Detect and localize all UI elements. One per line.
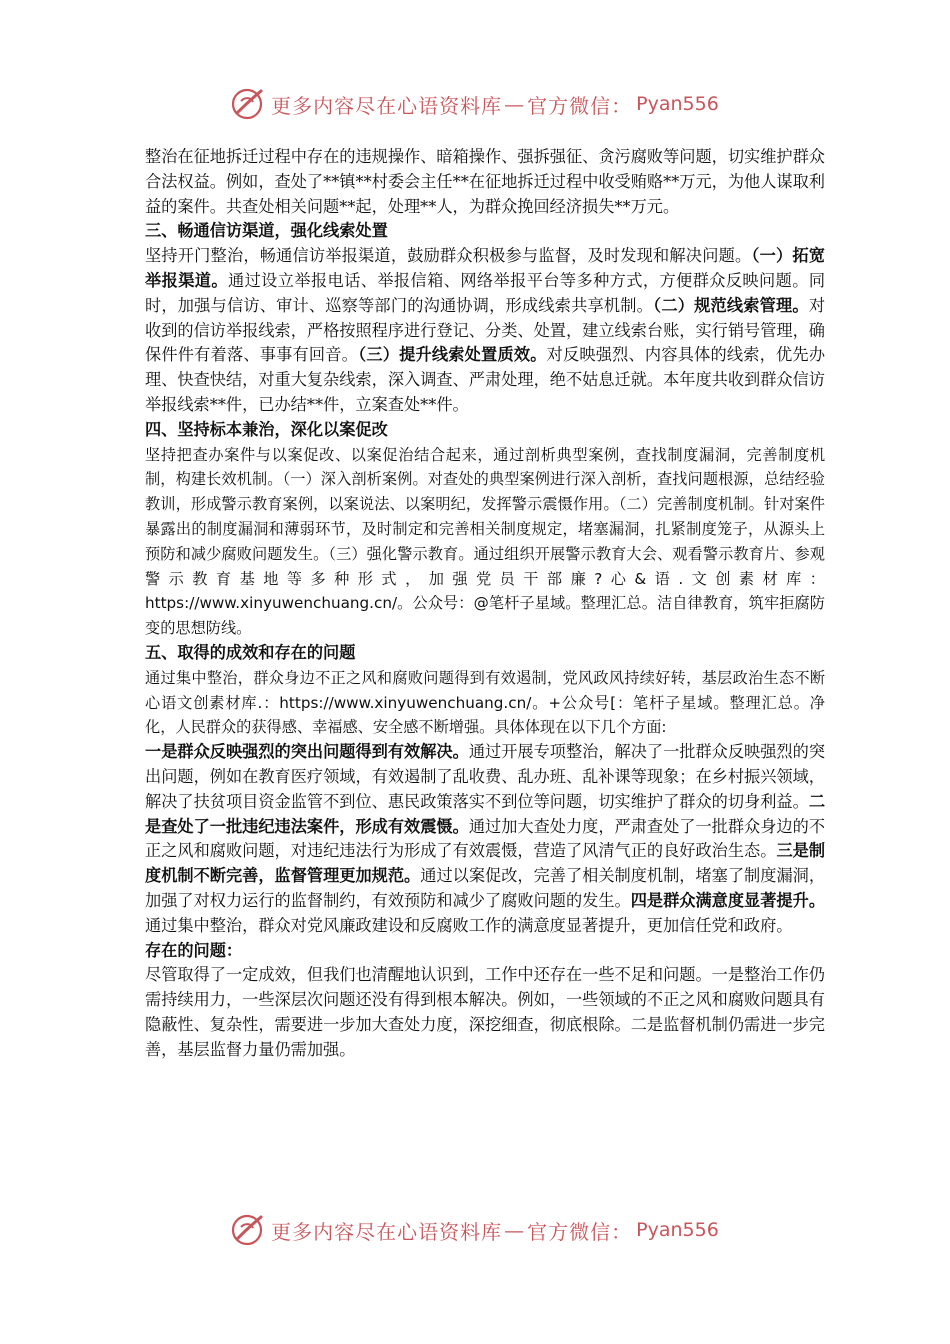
bold-subheading: （二）规范线索管理。 <box>653 295 809 315</box>
banner-text: 更多内容尽在心语资料库 <box>271 1219 503 1244</box>
header-watermark-banner <box>0 86 950 122</box>
bold-subheading: 三是制度机制不断完善，监督管理更加规范。 <box>145 841 826 886</box>
bold-subheading: 一是群众反映强烈的突出问题得到有效解决。 <box>145 742 469 762</box>
banner-label: 官方微信： <box>527 1219 633 1244</box>
paragraph-petition-channels <box>145 244 825 418</box>
paragraph-demolition-cases: 整治在征地拆迁过程中存在的违规操作、暗箱操作、强拆强征、贪污腐败等问题，切实维护群众合法权益。例如，查处了**镇**村委会主任**在征地拆迁过程中收受贿赂**万元，为他人谋取利益的案件。共查处相关问题**起，处理**人，为群众挽回经济损失**万元。 <box>145 147 825 216</box>
paragraph-existing-problems: 尽管取得了一定成效，但我们也清醒地认识到，工作中还存在一些不足和问题。一是整治工作仍需持续用力，一些深层次问题还没有得到根本解决。例如，一些领域的不正之风和腐败问题具有隐蔽性、复杂性，需要进一步加大查处力度，深挖细查，彻底根除。二是监督机制仍需进一步完善，基层监督力量仍需加强。 <box>145 965 825 1059</box>
heading-section-4: 四、坚持标本兼治，深化以案促改 <box>145 419 388 439</box>
text-run: 通过加大查处力度，严肃查处了一批群众身边的不正之风和腐败问题，对违纪违法行为形成了有效震慑，营造了风清气正的良好政治生态。 <box>145 816 826 861</box>
brush-logo-icon <box>231 87 265 121</box>
banner-separator: — <box>504 1218 526 1242</box>
banner-label: 官方微信： <box>527 93 633 118</box>
document-body <box>145 145 825 1062</box>
banner-wechat-id: Pyan556 <box>636 1219 719 1241</box>
banner-wechat-id: Pyan556 <box>636 93 719 115</box>
text-run: 通过设立举报电话、举报信箱、网络举报平台等多种方式，方便群众反映问题。同时，加强与信访、审计、巡察等部门的沟通协调，形成线索共享机制。 <box>145 270 826 315</box>
footer-watermark-banner <box>0 1212 950 1248</box>
text-run: 通过以案促改，完善了相关制度机制，堵塞了制度漏洞，加强了对权力运行的监督制约，有效预防和减少了腐败问题的发生。 <box>145 866 826 910</box>
banner-separator: — <box>504 92 526 116</box>
text-run: 通过集中整治，群众对党风廉政建设和反腐败工作的满意度显著提升，更加信任党和政府。 <box>145 915 793 935</box>
paragraph-results-intro: 通过集中整治，群众身边不正之风和腐败问题得到有效遏制，党风政风持续好转，基层政治生态不断心语文创素材库.：https://www.xinyuwenchuang.cn/。+公众号[：笔杆子星域。整理汇总。净化，人民群众的获得感、幸福感、安全感不断增强。具体体现在以下几个方面: <box>145 668 825 737</box>
banner-text: 更多内容尽在心语资料库 <box>271 93 503 118</box>
bold-subheading: 四是群众满意度显著提升。 <box>630 890 826 910</box>
heading-section-3: 三、畅通信访渠道，强化线索处置 <box>145 221 388 241</box>
text-run: 对反映强烈、内容具体的线索，优先办理、快查快结，对重大复杂线索，深入调查、严肃处理，绝不姑息迁就。本年度共收到群众信访举报线索**件，已办结**件，立案查处**件。 <box>145 345 826 414</box>
heading-section-5: 五、取得的成效和存在的问题 <box>145 642 356 662</box>
bold-subheading: （一）拓宽举报渠道。 <box>145 246 825 290</box>
text-run: 坚持开门整治，畅通信访举报渠道，鼓励群众积极参与监督，及时发现和解决问题。 <box>145 246 752 266</box>
text-run: 对收到的信访举报线索，严格按照程序进行登记、分类、处置，建立线索台账，实行销号管理，确保件件有着落、事事有回音。 <box>145 295 825 365</box>
text-run: 通过开展专项整治，解决了一批群众反映强烈的突出问题，例如在教育医疗领域，有效遏制了乱收费、乱办班、乱补课等现象；在乡村振兴领域，解决了扶贫项目资金监管不到位、惠民政策落实不到位等问题，切实维护了群众的切身利益。 <box>145 742 826 811</box>
brush-logo-icon <box>231 1213 265 1247</box>
paragraph-case-reform: 坚持把查办案件与以案促改、以案促治结合起来，通过剖析典型案例，查找制度漏洞，完善制度机制，构建长效机制。（一）深入剖析案例。对查处的典型案例进行深入剖析，查找问题根源，总结经验教训，形成警示教育案例，以案说法、以案明纪，发挥警示震慑作用。（二）完善制度机制。针对案件暴露出的制度漏洞和薄弱环节，及时制定和完善相关制度规定，堵塞漏洞，扎紧制度笼子，从源头上预防和减少腐败问题发生。（三）强化警示教育。通过组织开展警示教育大会、观看警示教育片、参观警示教育基地等多种形式，加强党员干部廉?心&语.文创素材库：https://www.xinyuwenchuang.cn/。公众号：@笔杆子星域。整理汇总。洁自律教育，筑牢拒腐防变的思想防线。 <box>145 445 825 638</box>
paragraph-achievements <box>145 740 825 938</box>
heading-existing-problems: 存在的问题： <box>145 940 243 960</box>
bold-subheading: 二是查处了一批违纪违法案件，形成有效震慑。 <box>145 791 825 836</box>
bold-subheading: （三）提升线索处置质效。 <box>358 345 547 365</box>
